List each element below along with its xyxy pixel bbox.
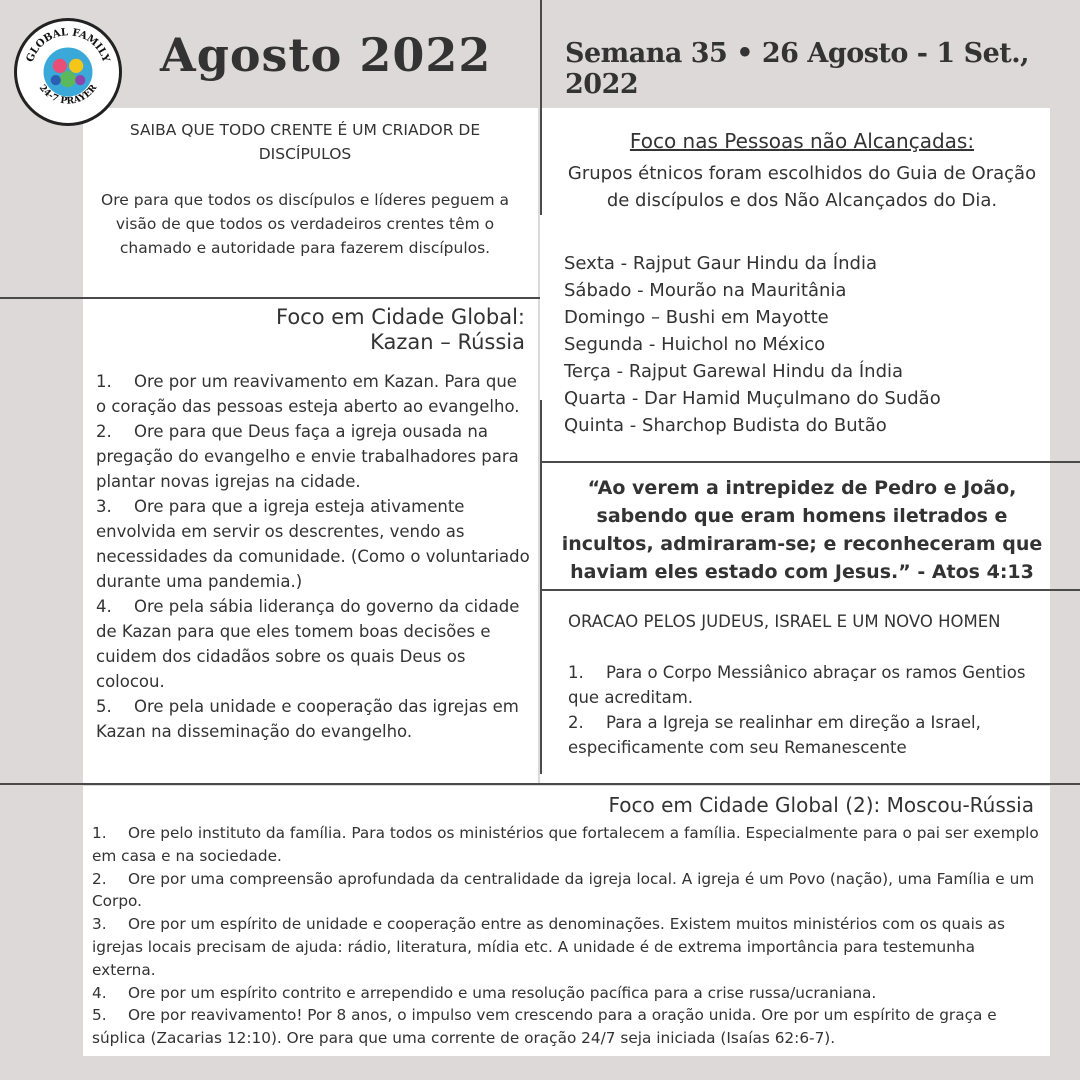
- list-item: [96, 694, 532, 744]
- israel-prayer-list: [568, 660, 1043, 760]
- moscow-focus-title: Foco em Cidade Global (2): Moscou-Rússia: [608, 793, 1034, 817]
- column-divider: [540, 400, 542, 774]
- list-number: 1.: [96, 372, 112, 391]
- list-text: Ore pela unidade e cooperação das igrejas em Kazan na disseminação do evangelho.: [96, 697, 519, 741]
- list-text: Para o Corpo Messiânico abraçar os ramos Gentios que acreditam.: [568, 663, 1026, 707]
- city-focus-title-line2: Kazan – Rússia: [370, 330, 525, 354]
- list-number: 3.: [96, 497, 112, 516]
- list-item: [96, 594, 532, 694]
- list-text: Ore pelo instituto da família. Para todos os ministérios que fortalecem a família. Especialmente para o pai ser exemplo em casa e na sociedade.: [92, 824, 1039, 865]
- week-range: Semana 35 • 26 Agosto - 1 Set., 2022: [565, 38, 1030, 100]
- unreached-focus-subtitle: Grupos étnicos foram escolhidos do Guia de Oração de discípulos e dos Não Alcançados do Dia.: [567, 163, 1037, 211]
- global-family-logo: [14, 18, 122, 126]
- unreached-focus-title: Foco nas Pessoas não Alcançadas:: [629, 129, 975, 153]
- intro-block: [95, 118, 515, 282]
- city-focus-title-line1: Foco em Cidade Global:: [276, 305, 525, 329]
- list-text: Ore pela sábia liderança do governo da cidade de Kazan para que eles tomem boas decisões e cuidem dos cidadãos sobre os quais Deus os colocou.: [96, 597, 520, 691]
- list-text: Ore por um reavivamento em Kazan. Para que o coração das pessoas esteja aberto ao evangelho.: [96, 372, 520, 416]
- list-item: [92, 1004, 1042, 1050]
- list-number: 5.: [92, 1006, 107, 1025]
- list-number: 2.: [568, 713, 584, 732]
- city-focus-title: [276, 305, 525, 355]
- moscow-prayer-list: [92, 822, 1042, 1050]
- people-group-item: Segunda - Huichol no México: [564, 334, 826, 355]
- moscow-divider: [0, 783, 1080, 785]
- people-group-item: Sábado - Mourão na Mauritânia: [564, 280, 847, 301]
- list-number: 3.: [92, 915, 107, 934]
- list-number: 5.: [96, 697, 112, 716]
- people-group-item: Quinta - Sharchop Budista do Butão: [564, 415, 887, 436]
- list-item: [92, 822, 1042, 868]
- list-item: [92, 982, 1042, 1005]
- list-text: Ore para que Deus faça a igreja ousada na pregação do evangelho e envie trabalhadores para plantar novas igrejas na cidade.: [96, 422, 519, 491]
- quote-top-divider: [540, 461, 1080, 463]
- list-item: [96, 419, 532, 494]
- intro-divider: [0, 297, 540, 299]
- people-group-item: Terça - Rajput Garewal Hindu da Índia: [564, 361, 904, 382]
- quote-bottom-divider: [540, 589, 1080, 591]
- list-item: [96, 494, 532, 594]
- list-item: [96, 369, 532, 419]
- list-number: 1.: [92, 824, 107, 842]
- list-text: Ore por um espírito de unidade e cooperação entre as denominações. Existem muitos ministérios com os quais as igrejas locais precisam de ajuda: rádio, literatura, mídia etc. A unidade é de extrema importância para testemunha externa.: [92, 915, 1006, 979]
- list-text: Ore para que a igreja esteja ativamente envolvida em servir os descrentes, vendo as necessidades da comunidade. (Como o voluntariado durante uma pandemia.): [96, 497, 530, 591]
- list-text: Ore por uma compreensão aprofundada da centralidade da igreja local. A igreja é um Povo (nação), uma Família e um Corpo.: [92, 869, 1035, 911]
- header-divider: [540, 0, 542, 215]
- people-group-item: Sexta - Rajput Gaur Hindu da Índia: [564, 253, 877, 274]
- list-number: 4.: [92, 983, 107, 1002]
- page-title-month: Agosto 2022: [160, 28, 492, 82]
- scripture-quote: “Ao verem a intrepidez de Pedro e João, sabendo que eram homens iletrados e incultos, admiraram-se; e reconheceram que haviam eles estado com Jesus.” - Atos 4:13: [561, 477, 1043, 583]
- list-item: [92, 913, 1042, 981]
- intro-body: Ore para que todos os discípulos e líderes peguem a visão de que todos os verdadeiros crentes têm o chamado e autoridade para fazerem discípulos.: [101, 191, 509, 257]
- kazan-prayer-list: [96, 369, 532, 744]
- list-item: [568, 660, 1043, 710]
- people-group-list: [564, 250, 941, 439]
- list-number: 2.: [96, 422, 112, 441]
- svg-text:GLOBAL FAMILY: GLOBAL FAMILY: [23, 26, 113, 64]
- list-number: 4.: [96, 597, 112, 616]
- list-text: Ore por reavivamento! Por 8 anos, o impulso vem crescendo para a oração unida. Ore por um espírito de graça e súplica (Zacarias 12:10). Ore para que uma corrente de oração 24/7 seja iniciada (Isaías 62:6-7).: [92, 1006, 997, 1048]
- list-number: 2.: [92, 869, 107, 888]
- svg-text:24-7 PRAYER: 24-7 PRAYER: [36, 82, 100, 107]
- list-item: [568, 710, 1043, 760]
- people-group-item: Domingo – Bushi em Mayotte: [564, 307, 829, 328]
- list-number: 1.: [568, 663, 584, 682]
- people-group-item: Quarta - Dar Hamid Muçulmano do Sudão: [564, 388, 941, 409]
- intro-heading: SAIBA QUE TODO CRENTE É UM CRIADOR DE DISCÍPULOS: [129, 121, 481, 163]
- israel-prayer-title: ORACAO PELOS JUDEUS, ISRAEL E UM NOVO HOMEN: [568, 612, 1001, 631]
- list-item: [92, 868, 1042, 914]
- list-text: Ore por um espírito contrito e arrependido e uma resolução pacífica para a crise russa/ucraniana.: [128, 983, 877, 1002]
- list-text: Para a Igreja se realinhar em direção a Israel, especificamente com seu Remanescente: [568, 713, 981, 757]
